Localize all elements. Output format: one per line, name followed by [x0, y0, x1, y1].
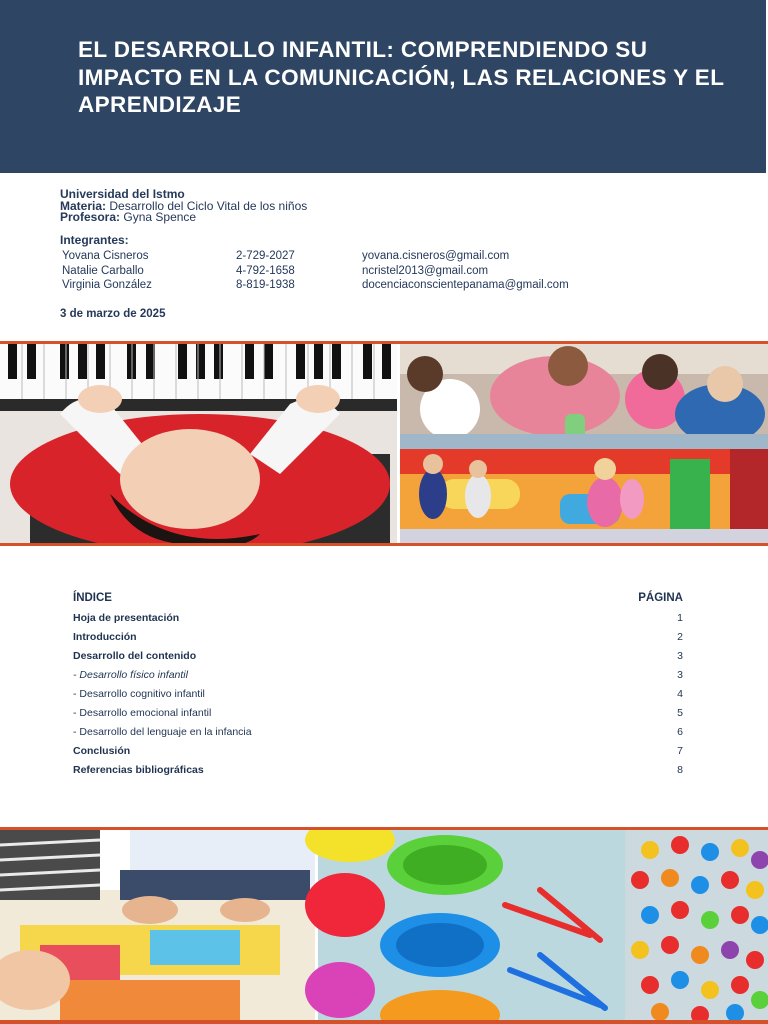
toc-label: - Desarrollo cognitivo infantil: [73, 688, 205, 700]
title-banner: [0, 0, 766, 173]
toc-row: [73, 764, 683, 783]
toc-page: 3: [677, 650, 683, 662]
document-date: 3 de marzo de 2025: [60, 308, 166, 320]
bottom-photo-strip: [0, 830, 768, 1020]
toc-label: - Desarrollo emocional infantil: [73, 707, 212, 719]
members-heading: Integrantes:: [60, 233, 129, 247]
member-phone: 2-729-2027: [236, 250, 295, 262]
toc-label: Hoja de presentación: [73, 612, 180, 624]
children-crafts-photo: [0, 830, 315, 1020]
member-row: [62, 265, 702, 280]
toc-row: [73, 612, 683, 631]
toc-page: 7: [677, 745, 683, 757]
document-title: EL DESARROLLO INFANTIL: COMPRENDIENDO SU IMPACTO EN LA COMUNICACIÓN, LAS RELACIONES Y EL APRENDIZAJE: [78, 37, 724, 117]
accent-rule-bottom-edge: [0, 1020, 768, 1024]
playground-children-photo: [400, 449, 768, 544]
toc-row: [73, 631, 683, 650]
toc-row: [73, 707, 683, 726]
colorful-bowls-toys-photo: [305, 830, 768, 1020]
member-row: [62, 250, 702, 265]
toc-page: 3: [677, 669, 683, 681]
science-lab-children-photo: [400, 344, 768, 449]
toc-row: [73, 669, 683, 688]
toc-page: 5: [677, 707, 683, 719]
professor-line: Profesora: Gyna Spence: [60, 210, 197, 224]
course-info: [60, 189, 307, 224]
member-email: yovana.cisneros@gmail.com: [362, 250, 510, 262]
toc-label: Conclusión: [73, 745, 131, 757]
university-name: Universidad del Istmo: [60, 187, 185, 201]
toc-page: 2: [677, 631, 683, 643]
toc-row: [73, 688, 683, 707]
member-name: Virginia González: [62, 279, 152, 291]
toc-header: [73, 592, 683, 612]
toc-page: 1: [677, 612, 683, 624]
member-phone: 8-819-1938: [236, 279, 295, 291]
toc-heading: ÍNDICE: [73, 592, 112, 604]
toc-label: Introducción: [73, 631, 137, 643]
toc-row: [73, 650, 683, 669]
toc-page-heading: PÁGINA: [638, 592, 683, 604]
bottom-photos: [0, 830, 768, 1020]
member-email: ncristel2013@gmail.com: [362, 264, 489, 277]
member-phone: 4-792-1658: [236, 264, 295, 277]
toc-label: - Desarrollo físico infantil: [73, 669, 188, 681]
member-row: [62, 279, 702, 294]
top-photo-strip: [0, 344, 768, 544]
accent-rule-top-bottom: [0, 543, 768, 546]
toc-page: 4: [677, 688, 683, 700]
member-name: Natalie Carballo: [62, 264, 144, 277]
table-of-contents: [73, 592, 683, 783]
top-photos: [0, 344, 768, 544]
toc-page: 8: [677, 764, 683, 776]
member-email: docenciaconscientepanama@gmail.com: [362, 279, 569, 291]
subject-line: Materia: Desarrollo del Ciclo Vital de los niños: [60, 198, 308, 213]
members-list: [62, 250, 702, 294]
toc-row: [73, 745, 683, 764]
toc-row: [73, 726, 683, 745]
toc-label: Desarrollo del contenido: [73, 650, 197, 662]
toc-page: 6: [677, 726, 683, 738]
toc-label: - Desarrollo del lenguaje en la infancia: [73, 726, 252, 738]
piano-child-photo: [0, 344, 397, 544]
member-name: Yovana Cisneros: [62, 250, 149, 262]
toc-label: Referencias bibliográficas: [73, 764, 204, 776]
